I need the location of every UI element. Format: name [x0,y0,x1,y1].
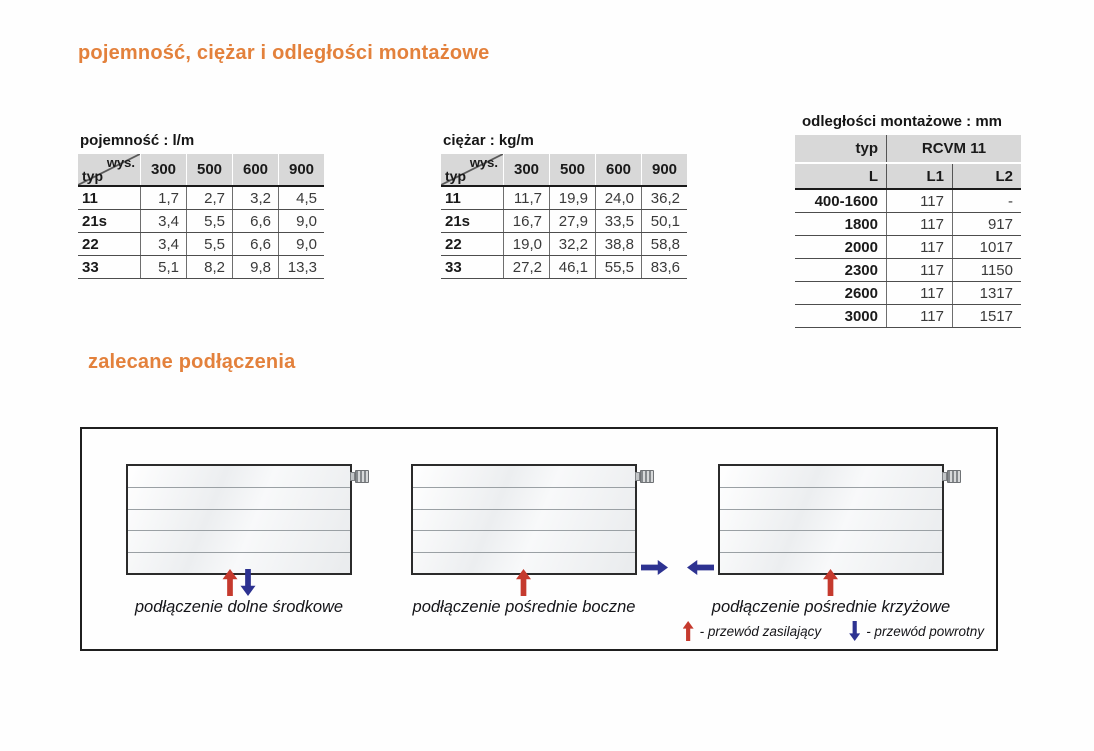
value-cell: 16,7 [504,210,550,233]
col-header-cell: 300 [504,154,550,186]
value-cell: 5,1 [141,256,187,279]
panel-groove-line [413,552,635,553]
connection-diagram-panel [80,427,998,651]
corner-header-cell [78,154,141,186]
capacity-table-title: pojemność : l/m [80,132,195,149]
legend-item-return [849,621,984,641]
weight-table [441,154,687,279]
value-cell: 117 [887,213,953,236]
col-header-cell: 500 [187,154,233,186]
row-header-cell: 1800 [795,213,887,236]
mounting-distances-table [795,135,1021,328]
table-row [795,259,1021,282]
panel-groove-line [128,552,350,553]
table-row [441,233,687,256]
table-header-row [441,154,687,186]
panel-groove-line [128,509,350,510]
row-header-cell: 21s [441,210,504,233]
panel-groove-line [720,509,942,510]
table-row [78,256,324,279]
value-cell: 1517 [953,305,1022,328]
mounting-distances-block [795,113,1021,328]
row-header-cell: 33 [441,256,504,279]
return-arrow-icon [241,569,256,596]
row-header-cell: 21s [78,210,141,233]
table-row [441,210,687,233]
panel-groove-line [128,487,350,488]
value-cell: 8,2 [187,256,233,279]
panel-groove-line [128,530,350,531]
value-cell: 11,7 [504,186,550,210]
typ-header-cell: typ [795,135,887,163]
value-cell: 33,5 [596,210,642,233]
capacity-table-block [78,132,324,279]
radiator-illustration [411,464,637,575]
radiator-illustration [126,464,352,575]
corner-label-wys: wys. [469,155,498,170]
return-arrow-icon [687,560,714,575]
value-cell: 2,7 [187,186,233,210]
panel-groove-line [413,530,635,531]
value-cell: - [953,189,1022,213]
value-cell: 6,6 [233,210,279,233]
value-cell: 5,5 [187,210,233,233]
value-cell: 6,6 [233,233,279,256]
connection-dolne-srodkowe [126,464,352,649]
table-row [441,186,687,210]
value-cell: 1017 [953,236,1022,259]
value-cell: 24,0 [596,186,642,210]
col-header-cell: 500 [550,154,596,186]
return-arrow-icon [641,560,668,575]
thermostatic-valve-icon [350,470,369,483]
col-header-cell: 900 [279,154,325,186]
corner-header-cell [441,154,504,186]
value-cell: 3,2 [233,186,279,210]
value-cell: 27,2 [504,256,550,279]
panel-groove-line [413,509,635,510]
weight-table-title: ciężar : kg/m [443,132,534,149]
value-cell: 19,0 [504,233,550,256]
table-subheader-row [795,163,1021,189]
col-header-cell: 300 [141,154,187,186]
value-cell: 50,1 [642,210,688,233]
row-header-cell: 2000 [795,236,887,259]
row-header-cell: 2300 [795,259,887,282]
col-header-cell: 600 [596,154,642,186]
col-header-cell: L [795,163,887,189]
value-cell: 5,5 [187,233,233,256]
col-header-cell: 600 [233,154,279,186]
connection-label: podłączenie pośrednie boczne [412,598,636,616]
table-row [441,256,687,279]
panel-groove-line [720,552,942,553]
value-cell: 32,2 [550,233,596,256]
value-cell: 4,5 [279,186,325,210]
value-cell: 58,8 [642,233,688,256]
table-row [78,210,324,233]
value-cell: 19,9 [550,186,596,210]
legend-label: - przewód zasilający [699,623,822,639]
row-header-cell: 22 [78,233,141,256]
connection-posrednie-boczne [411,464,637,649]
col-header-cell: L2 [953,163,1022,189]
value-cell: 83,6 [642,256,688,279]
weight-table-block [441,132,687,279]
panel-groove-line [720,530,942,531]
value-cell: 9,8 [233,256,279,279]
row-header-cell: 2600 [795,282,887,305]
row-header-cell: 11 [78,186,141,210]
row-header-cell: 3000 [795,305,887,328]
value-cell: 1,7 [141,186,187,210]
col-header-cell: L1 [887,163,953,189]
value-cell: 917 [953,213,1022,236]
panel-groove-line [720,487,942,488]
value-cell: 117 [887,282,953,305]
legend-item-supply [683,621,822,641]
table-row [795,189,1021,213]
table-row [78,233,324,256]
table-header-row [78,154,324,186]
connection-label: podłączenie pośrednie krzyżowe [711,598,951,616]
corner-label-wys: wys. [106,155,135,170]
row-header-cell: 11 [441,186,504,210]
col-header-cell: 900 [642,154,688,186]
value-cell: 117 [887,259,953,282]
section-title-connections: zalecane podłączenia [88,351,296,373]
value-cell: 27,9 [550,210,596,233]
mounting-distances-title: odległości montażowe : mm [802,113,1003,130]
value-cell: 38,8 [596,233,642,256]
row-header-cell: 400-1600 [795,189,887,213]
corner-label-typ: typ [445,168,466,184]
table-row [78,186,324,210]
value-cell: 1150 [953,259,1022,282]
model-header-cell: RCVM 11 [887,135,1022,163]
value-cell: 46,1 [550,256,596,279]
table-header-row [795,135,1021,163]
value-cell: 117 [887,305,953,328]
value-cell: 117 [887,236,953,259]
row-header-cell: 22 [441,233,504,256]
bottom-center-arrows [223,569,256,596]
value-cell: 117 [887,189,953,213]
supply-arrow-icon [223,569,238,596]
value-cell: 3,4 [141,210,187,233]
section-title-properties: pojemność, ciężar i odległości montażowe [78,42,490,64]
legend-label: - przewód powrotny [866,623,984,639]
table-row [795,236,1021,259]
value-cell: 3,4 [141,233,187,256]
value-cell: 13,3 [279,256,325,279]
row-header-cell: 33 [78,256,141,279]
return-arrow-icon [849,621,860,641]
panel-groove-line [413,487,635,488]
value-cell: 55,5 [596,256,642,279]
capacity-table [78,154,324,279]
radiator-illustration [718,464,944,575]
connection-label: podłączenie dolne środkowe [134,598,344,616]
table-row [795,213,1021,236]
value-cell: 36,2 [642,186,688,210]
supply-arrow-icon [683,621,694,641]
thermostatic-valve-icon [635,470,654,483]
diagram-legend [683,621,984,641]
table-row [795,282,1021,305]
corner-label-typ: typ [82,168,103,184]
table-row [795,305,1021,328]
value-cell: 1317 [953,282,1022,305]
thermostatic-valve-icon [942,470,961,483]
value-cell: 9,0 [279,210,325,233]
value-cell: 9,0 [279,233,325,256]
